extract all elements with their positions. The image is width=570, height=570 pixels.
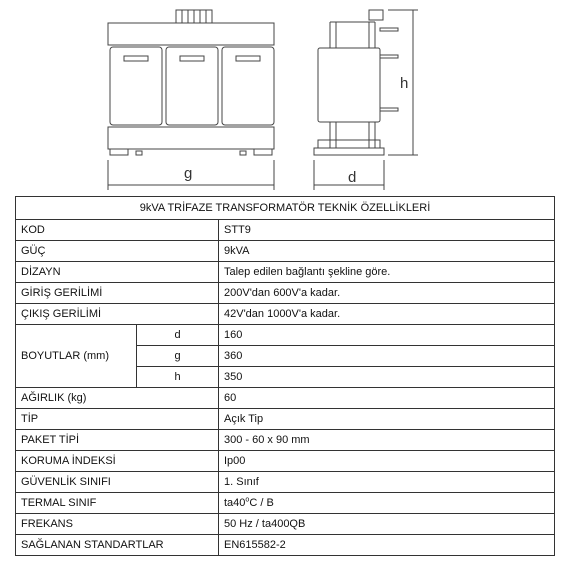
row-label-kod: KOD — [16, 220, 219, 241]
table-row — [16, 430, 555, 451]
row-label-boyutlar: BOYUTLAR (mm) — [16, 325, 137, 388]
table-row — [16, 220, 555, 241]
termal-degree: o — [245, 496, 250, 504]
dimension-d-label: d — [137, 325, 219, 346]
table-row — [16, 388, 555, 409]
row-label-standart: SAĞLANAN STANDARTLAR — [16, 535, 219, 556]
row-value-kod: STT9 — [219, 220, 555, 241]
row-label-dizayn: DİZAYN — [16, 262, 219, 283]
table-row — [16, 493, 555, 514]
side-view — [314, 10, 418, 190]
dimension-g-value: 360 — [219, 346, 555, 367]
table-row — [16, 241, 555, 262]
spec-table — [15, 196, 555, 556]
termal-value-pre: ta40 — [224, 497, 246, 509]
table-row — [16, 472, 555, 493]
table-row — [16, 409, 555, 430]
row-value-guvenlik: 1. Sınıf — [219, 472, 555, 493]
dimension-h-label: h — [137, 367, 219, 388]
termal-value-post: C / B — [249, 497, 274, 509]
table-row — [16, 262, 555, 283]
row-label-frekans: FREKANS — [16, 514, 219, 535]
table-title: 9kVA TRİFAZE TRANSFORMATÖR TEKNİK ÖZELLİKLERİ — [16, 197, 555, 220]
table-title-row — [16, 197, 555, 220]
table-row — [16, 325, 555, 346]
transformer-dimension-drawing — [0, 0, 570, 195]
table-row — [16, 283, 555, 304]
row-value-koruma: Ip00 — [219, 451, 555, 472]
table-row — [16, 451, 555, 472]
row-label-giris: GİRİŞ GERİLİMİ — [16, 283, 219, 304]
row-label-paket: PAKET TİPİ — [16, 430, 219, 451]
row-value-standart: EN615582-2 — [219, 535, 555, 556]
row-label-agirlik: AĞIRLIK (kg) — [16, 388, 219, 409]
row-label-tip: TİP — [16, 409, 219, 430]
row-label-guc: GÜÇ — [16, 241, 219, 262]
row-value-tip: Açık Tip — [219, 409, 555, 430]
row-value-dizayn: Talep edilen bağlantı şekline göre. — [219, 262, 555, 283]
dimension-h-value: 350 — [219, 367, 555, 388]
row-label-cikis: ÇIKIŞ GERİLİMİ — [16, 304, 219, 325]
table-row — [16, 514, 555, 535]
row-value-termal — [219, 493, 555, 514]
dimension-g-label: g — [137, 346, 219, 367]
row-label-guvenlik: GÜVENLİK SINIFI — [16, 472, 219, 493]
front-view — [108, 10, 274, 190]
row-value-agirlik: 60 — [219, 388, 555, 409]
row-label-koruma: KORUMA İNDEKSİ — [16, 451, 219, 472]
row-value-frekans: 50 Hz / ta400QB — [219, 514, 555, 535]
row-value-cikis: 42V'dan 1000V'a kadar. — [219, 304, 555, 325]
table-row — [16, 535, 555, 556]
dimension-label-g: g — [184, 165, 193, 182]
dimension-label-h: h — [400, 75, 409, 92]
dimension-label-d: d — [348, 169, 357, 186]
row-label-termal: TERMAL SINIF — [16, 493, 219, 514]
row-value-paket: 300 - 60 x 90 mm — [219, 430, 555, 451]
dimension-d-value: 160 — [219, 325, 555, 346]
row-value-giris: 200V'dan 600V'a kadar. — [219, 283, 555, 304]
row-value-guc: 9kVA — [219, 241, 555, 262]
table-row — [16, 304, 555, 325]
